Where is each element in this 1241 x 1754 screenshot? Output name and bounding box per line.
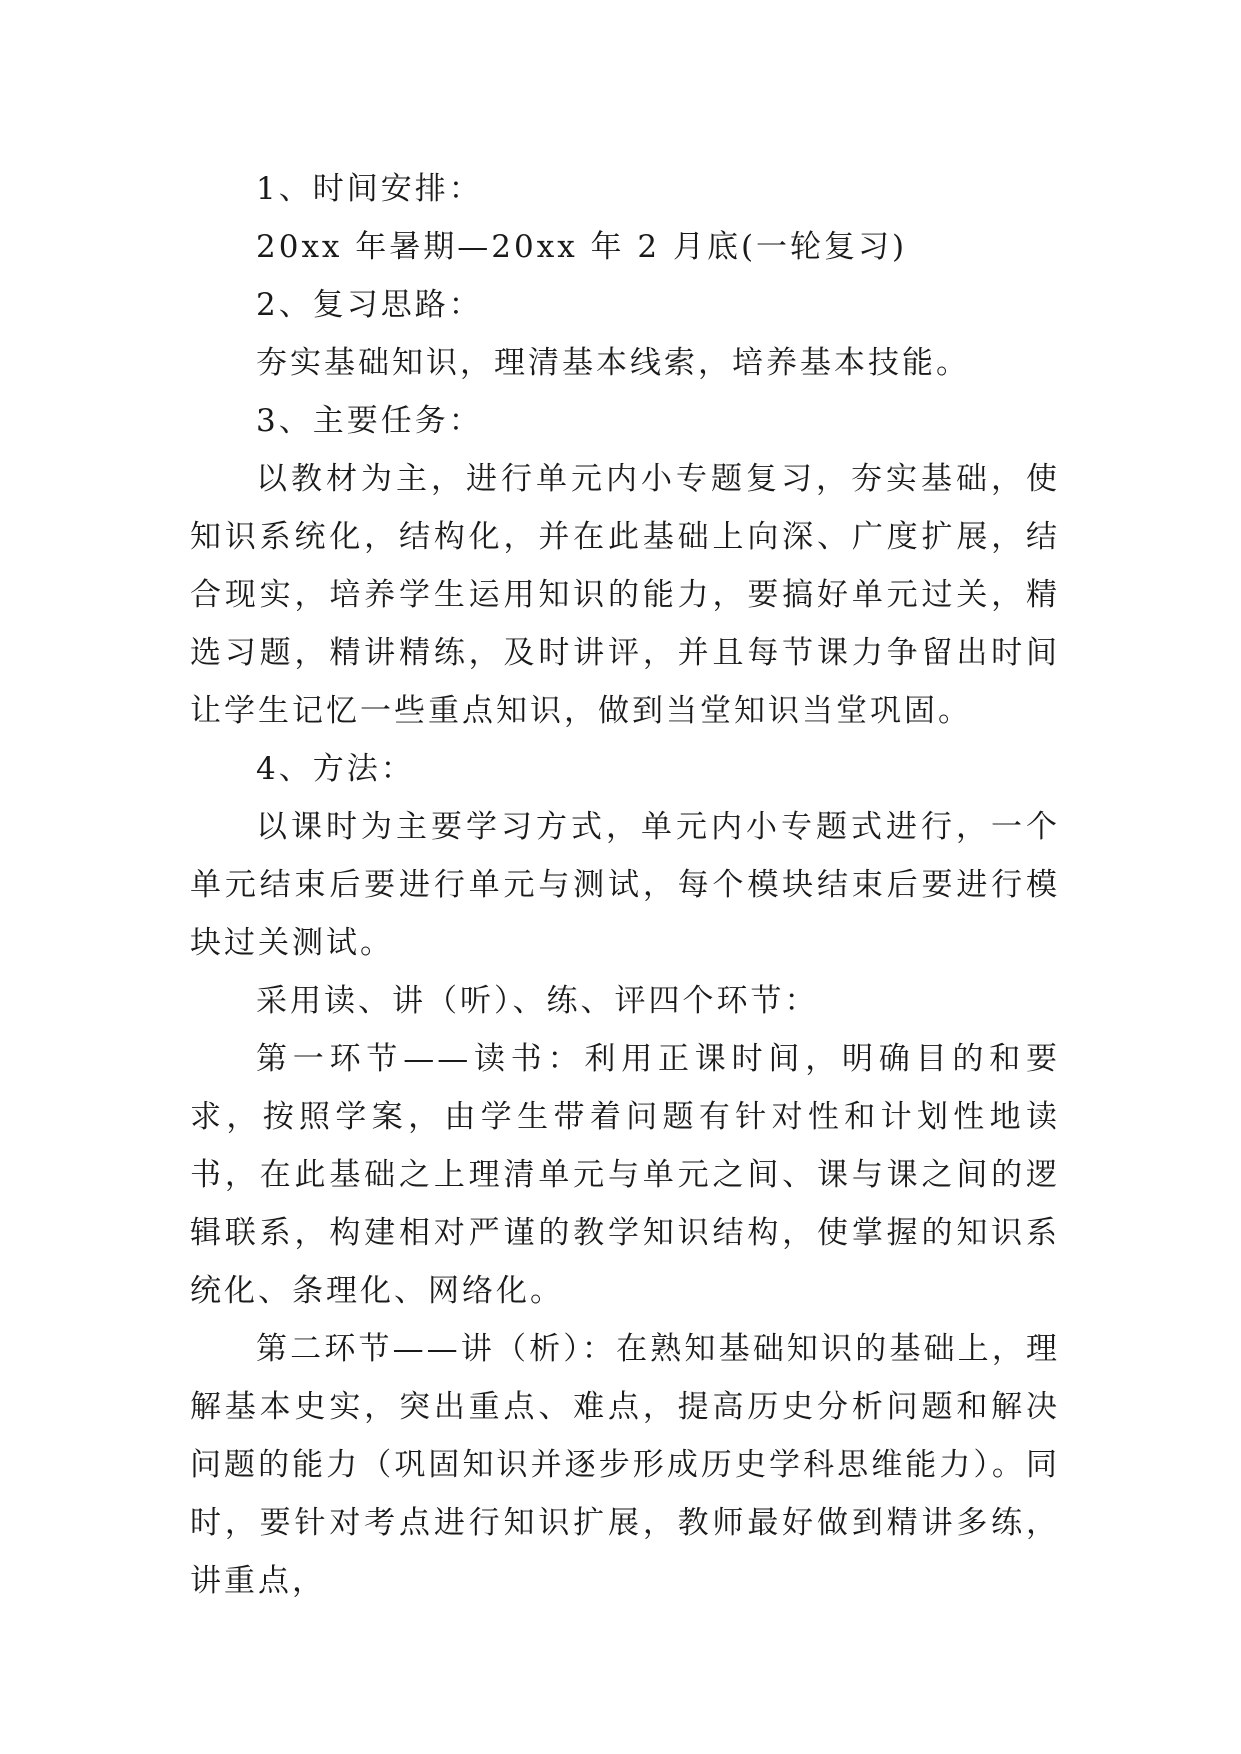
paragraph-review-approach: 夯实基础知识，理清基本线索，培养基本技能。	[256, 345, 970, 381]
paragraph-methods: 以课时为主要学习方式，单元内小专题式进行，一个单元结束后要进行单元与测试，每个模块结束后要进行模块过关测试。	[190, 809, 1060, 961]
heading-time-schedule: 1、时间安排：	[256, 171, 483, 207]
paragraph-stage-two-lecture: 第二环节——讲（析）：在熟知基础知识的基础上，理解基本史实，突出重点、难点，提高历史分析问题和解决问题的能力（巩固知识并逐步形成历史学科思维能力）。同时，要针对考点进行知识扩展，教师最好做到精讲多练，讲重点，	[190, 1331, 1060, 1599]
paragraph-schedule-dates: 20xx 年暑期—20xx 年 2 月底(一轮复习)	[256, 229, 908, 265]
paragraph-main-tasks: 以教材为主，进行单元内小专题复习，夯实基础，使知识系统化，结构化，并在此基础上向深、广度扩展，结合现实，培养学生运用知识的能力，要搞好单元过关，精选习题，精讲精练，及时讲评，并且每节课力争留出时间让学生记忆一些重点知识，做到当堂知识当堂巩固。	[190, 461, 1060, 729]
document-body	[190, 160, 1060, 1610]
paragraph-four-stages-intro: 采用读、讲（听）、练、评四个环节：	[256, 983, 819, 1019]
heading-review-approach: 2、复习思路：	[256, 287, 483, 323]
paragraph-stage-one-reading: 第一环节——读书：利用正课时间，明确目的和要求，按照学案，由学生带着问题有针对性和计划性地读书，在此基础之上理清单元与单元之间、课与课之间的逻辑联系，构建相对严谨的教学知识结构，使掌握的知识系统化、条理化、网络化。	[190, 1041, 1060, 1309]
heading-methods: 4、方法：	[256, 751, 415, 787]
heading-main-tasks: 3、主要任务：	[256, 403, 483, 439]
